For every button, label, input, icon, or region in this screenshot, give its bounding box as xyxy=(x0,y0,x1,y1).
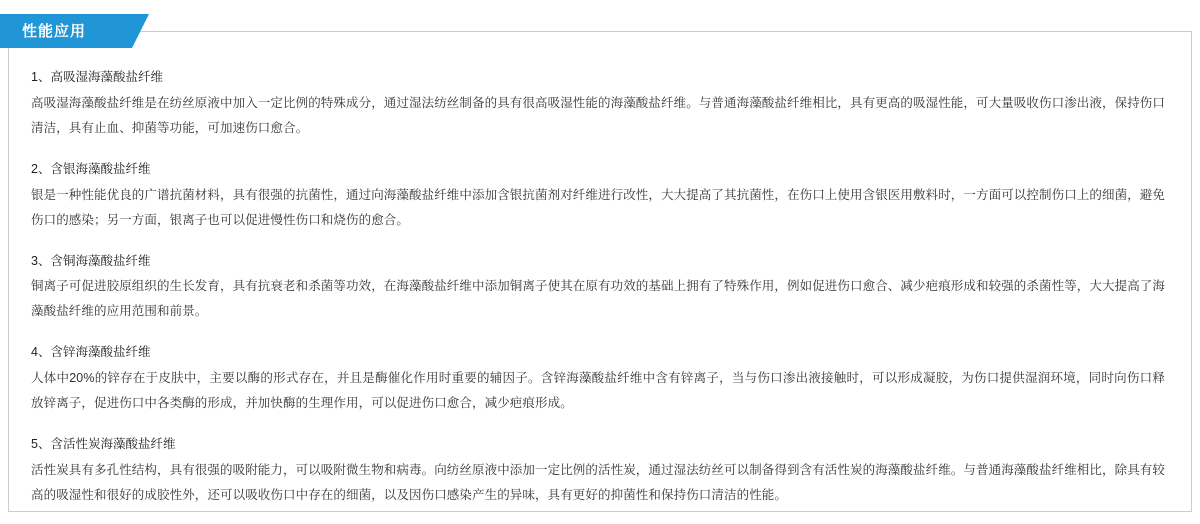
section-title: 1、高吸湿海藻酸盐纤维 xyxy=(31,70,163,84)
section-body: 铜离子可促进胶原组织的生长发育，具有抗衰老和杀菌等功效，在海藻酸盐纤维中添加铜离子使其在原有功效的基础上拥有了特殊作用，例如促进伤口愈合、减少疤痕形成和较强的杀菌性等，大大提高了海藻酸盐纤维的应用范围和前景。 xyxy=(31,279,1166,319)
content-panel xyxy=(8,31,1192,512)
content-section xyxy=(31,66,1165,141)
section-tab-banner xyxy=(0,14,132,48)
content-section xyxy=(31,433,1165,508)
section-body: 银是一种性能优良的广谱抗菌材料，具有很强的抗菌性，通过向海藻酸盐纤维中添加含银抗菌剂对纤维进行改性，大大提高了其抗菌性，在伤口上使用含银医用敷料时，一方面可以控制伤口上的细菌，避免伤口的感染；另一方面，银离子也可以促进慢性伤口和烧伤的愈合。 xyxy=(31,187,1166,227)
content-section xyxy=(31,250,1165,325)
section-title: 3、含铜海藻酸盐纤维 xyxy=(31,253,151,268)
section-title: 5、含活性炭海藻酸盐纤维 xyxy=(31,437,176,451)
section-title: 2、含银海藻酸盐纤维 xyxy=(31,161,151,176)
section-body: 高吸湿海藻酸盐纤维是在纺丝原液中加入一定比例的特殊成分，通过湿法纺丝制备的具有很高吸湿性能的海藻酸盐纤维。与普通海藻酸盐纤维相比，具有更高的吸湿性能，可大量吸收伤口渗出液，保持伤口清洁，具有止血、抑菌等功能，可加速伤口愈合。 xyxy=(31,95,1166,135)
section-title: 4、含锌海藻酸盐纤维 xyxy=(31,345,151,360)
section-body: 活性炭具有多孔性结构，具有很强的吸附能力，可以吸附微生物和病毒。向纺丝原液中添加一定比例的活性炭，通过湿法纺丝可以制备得到含有活性炭的海藻酸盐纤维。与普通海藻酸盐纤维相比，除具有较高的吸湿性和很好的成胶性外，还可以吸收伤口中存在的细菌，以及因伤口感染产生的异味，具有更好的抑菌性和保持伤口清洁的性能。 xyxy=(31,462,1166,502)
content-section xyxy=(31,341,1165,416)
section-body: 人体中20%的锌存在于皮肤中，主要以酶的形式存在，并且是酶催化作用时重要的辅因子。含锌海藻酸盐纤维中含有锌离子，当与伤口渗出液接触时，可以形成凝胶，为伤口提供湿润环境，同时向伤口释放锌离子，促进伤口中各类酶的形成，并加快酶的生理作用，可以促进伤口愈合，减少疤痕形成。 xyxy=(31,371,1165,410)
section-tab-label: 性能应用 xyxy=(22,22,87,40)
content-section xyxy=(31,158,1165,233)
